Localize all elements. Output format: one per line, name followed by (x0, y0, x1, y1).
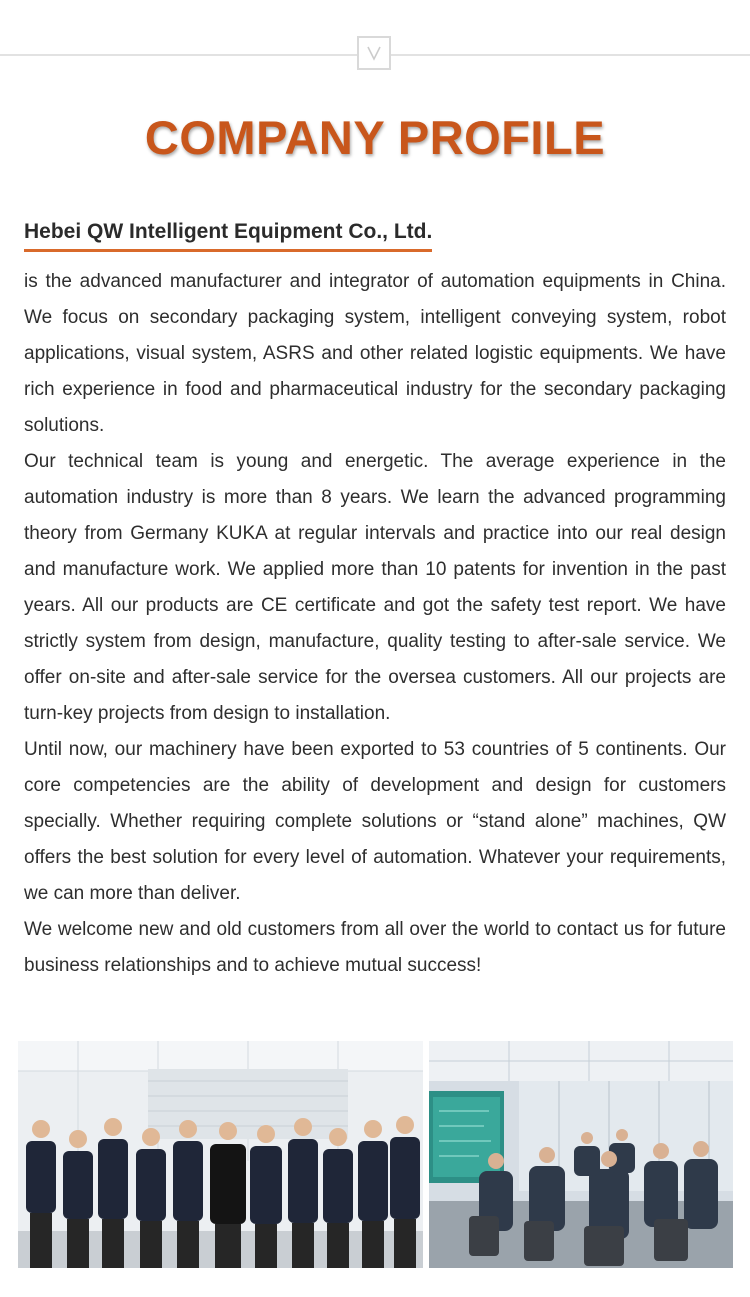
paragraph-team: Our technical team is young and energetic. The average experience in the automation industry is more than 8 years. We learn the advanced programming theory from Germany KUKA at regular intervals and practice into our real design and manufacture work. We applied more than 10 patents for invention in the past years. All our products are CE certificate and got the safety test report. We have strictly system from design, manufacture, quality testing to after-sale service. We offer on-site and after-sale service for the oversea customers. All our projects are turn-key projects from design to installation. (24, 451, 726, 724)
paragraph-intro: is the advanced manufacturer and integrator of automation equipments in China. We focus on secondary packaging system, intelligent conveying system, robot applications, visual system, ASRS and other related logistic equipments. We have rich experience in food and pharmaceutical industry for the secondary packaging solutions. (24, 271, 726, 436)
office-photo (429, 1041, 733, 1268)
company-name: Hebei QW Intelligent Equipment Co., Ltd. (24, 220, 432, 252)
paragraph-export: Until now, our machinery have been exported to 53 countries of 5 continents. Our core competencies are the ability of development and design for customers specially. Whether requiring complete solutions or “stand alone” machines, QW offers the best solution for every level of automation. Whatever your requirements, we can more than deliver. (24, 739, 726, 904)
chevron-down-icon (357, 36, 391, 70)
team-photo (18, 1041, 423, 1268)
paragraph-welcome: We welcome new and old customers from all over the world to contact us for future business relationships and to achieve mutual success! (24, 919, 726, 976)
profile-text (24, 264, 726, 984)
page-title: COMPANY PROFILE (144, 111, 606, 164)
